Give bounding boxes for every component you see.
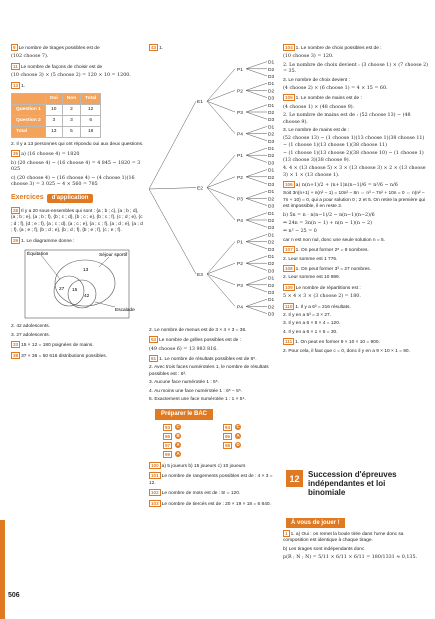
tree-leaf-d3: D3 [268,205,275,211]
left-column [11,44,144,362]
exercise-29: 29 1. Le diagramme donne : [13,237,75,244]
tree-branch [207,188,235,220]
venn-circle-sejour [55,260,115,306]
bac-answer: 99 A [165,451,180,457]
results-table [11,93,101,138]
exercise-106-body: Soit 3n(n+1) + n(n² − 1) = 10n² − 8n ⇔ n³ − 7n² + 10n = 0 ⇔ n(n² − 7n + 10) = 0, qui a pour solution 0 ; 2 et 5. On retire la première qui est impossible, il en reste 2. [283,191,426,210]
tree-leaf-d1: D1 [268,277,275,283]
tree-branch [246,91,267,98]
exercise-105: 105 1. Le nombre de mains est de : [285,95,362,102]
tree-node-p3: P3 [237,197,243,203]
tree-branch [246,148,267,155]
tree-node-p2: P2 [237,176,243,182]
table-row: Total 13 5 18 [12,127,101,138]
tree-node-p4: P4 [237,219,243,225]
tree-branch [207,274,235,306]
tree-node-p2: P2 [237,89,243,95]
tree-leaf-d1: D1 [268,147,275,153]
page-number: 506 [8,592,20,599]
tree-branch [149,189,196,274]
exercise-108-part-2: 2. Leur somme est 10 989. [283,275,341,281]
tree-leaf-d2: D2 [268,219,275,225]
tree-leaf-d2: D2 [268,284,275,290]
tree-branch [246,192,267,199]
leader-line [95,302,115,307]
tree-leaf-d2: D2 [268,176,275,182]
tree-leaf-d2: D2 [268,305,275,311]
tree-leaf-d3: D3 [268,291,275,297]
tree-leaf-d1: D1 [268,212,275,218]
tree-leaf-d2: D2 [268,154,275,160]
formula: (10 choose 3) × (5 choose 2) = 120 × 10 = 1200. [11,73,131,79]
formula: (10 choose 3) = 120. [283,54,334,60]
tree-leaf-d2: D2 [268,68,275,74]
tree-node-p1: P1 [237,68,243,74]
formula: b) (20 choose 4) − (16 choose 4) = 4 845 − 1820 = 3 025 [11,160,141,173]
tree-branch [149,188,196,189]
tree-branch [246,177,267,184]
tree-leaf-d3: D3 [268,161,275,167]
exercise-105-part-3: 3. Le nombre de mains est de : [283,128,350,134]
tree-branch [207,69,235,101]
exercise-61-part-5: 5. Exactement une face numérotée 1 : 1 × 5⁴. [149,397,246,403]
tree-branch [246,156,267,163]
tree-leaf-d1: D1 [268,125,275,131]
bac-answer: 94 C [225,424,240,430]
exercise-28: 28 Il y a 20 sous-ensembles qui sont : {a ; b ; c}, {a ; b ; d}, {a ; b ; e}, {a ; b ; f}, {b ; c ; d}, {b ; c ; e}, {b ; c ; f}, {c ; d ; e}, {c ; d ; f}, {d ; e ; f}, {a ; c ; d}, {a ; c ; e}, {a ; c ; f}, {a ; d ; e}, {a ; d ; f}, {a ; e ; f}, {b ; d ; e}, {b ; d ; f}, {b ; e ; f}, {c ; e ; f}. [11,207,143,234]
tree-leaf-d3: D3 [268,97,275,103]
formula: (49 choose 6) = 13 983 816. [149,346,218,352]
exercise-61-part-2: 2. Avec trois faces numérotées 1, le nombre de résultats possibles est : 6³. [149,365,269,377]
tree-node-p1: P1 [237,241,243,247]
table-row: Question 2 3 3 6 [12,116,101,127]
exercise-102: 102 Le nombre de mots est de : 5! = 120. [151,490,241,497]
venn-frame [25,250,129,318]
tree-node-e1: E1 [197,100,203,106]
tree-leaf-d3: D3 [268,118,275,124]
tree-branch [246,278,267,285]
table-row: Question 1 10 2 12 [12,105,101,116]
exercise-number: 9 [13,45,16,50]
tree-leaf-d3: D3 [268,183,275,189]
tree-leaf-d1: D1 [268,255,275,261]
exercise-13-part-2: 2. Il y a 13 personnes qui ont répondu oui aux deux questions. [11,142,144,148]
tree-branch [246,220,267,227]
tree-branch [207,274,235,285]
tree-branch [246,256,267,263]
venn-diagram [11,247,144,321]
right-column [283,44,428,357]
tree-node-p3: P3 [237,111,243,117]
venn-circle-escalade [68,280,96,308]
bac-answers [163,424,280,458]
exercise-61: 61 1. Le nombre de résultats possibles est de 6⁵. [151,356,257,363]
formula: (52 choose 13) − (1 choose 1)(13 choose 1)(38 choose 11) − (1 choose 1)(13 choose 1)(38 choose 11) [283,136,425,148]
exercise-43-part-2: 2. Le nombre de menus est de 3 × 4 × 3 = 36. [149,327,247,333]
formula: (4 choose 2) × (6 choose 1) = 4 × 15 = 60. [283,86,388,92]
exercise-110: 110 1. Il y a 6³ = 216 résultats. [285,303,351,310]
exercise-107: 107 1. On peut former 2⁸ = 8 nombres. [285,247,369,254]
venn-value: 27 [59,286,65,292]
tree-node-e2: E2 [197,187,203,193]
tree-leaf-d2: D2 [268,111,275,117]
exercise-61-part-4: 4. Au moins une face numérotée 1 : 6⁵ − 5⁵. [149,388,243,394]
tree-branch [246,127,267,134]
tree-branch [246,170,267,177]
formula: ⇔ n³ − 25 = 0 [283,229,317,235]
exercise-104: 104 1. Le nombre de choix possibles est de : [285,45,382,51]
exercise-9: 9 Le nombre de tirages possibles est de [13,45,100,51]
tree-leaf-d1: D1 [268,190,275,196]
exercise-105-part-2: 2. Le nombre de mains est de : (52 choose 13) − (48 choose 9). [283,113,411,125]
tree-leaf-d3: D3 [268,75,275,81]
exercise-109: 109 Le nombre de répartitions est : [285,284,361,291]
tree-node-e3: E3 [197,273,203,279]
exercise-13: 13 1. [13,82,26,89]
venn-label-escalade: Escalade [115,307,135,313]
exercise-107-part-2: 2. Leur somme est 1 776. [283,256,338,262]
tree-leaf-d2: D2 [268,241,275,247]
tree-branch [246,84,267,91]
exercise-110-part-3: 3. Il y en a 6 × 5 × 4 = 120. [283,321,341,327]
formula: (102 choose 7). [11,54,49,60]
tree-leaf-d1: D1 [268,298,275,304]
tree-branch [246,213,267,220]
middle-column [149,44,280,510]
formula: − (1 choose 1)(13 choose 2)(38 choose 10) − (1 choose 1)(13 choose 3)(38 choose 9). [283,151,424,163]
probability-tree [149,54,280,324]
tree-branch [207,242,235,274]
venn-label-sejour: Séjour sportif [99,252,128,258]
formula: c) (20 choose 4) − (16 choose 4) − (4 choose 1)(16 choose 3) = 3 025 − 4 × 560 = 785 [11,175,135,188]
tree-branch [246,242,267,249]
exercise-106: 106 a) n(n+1)/2 + (n+1)n(n−1)/6 = n³/6 − n/6 [285,181,398,188]
tree-leaf-d1: D1 [268,61,275,67]
tree-branch [246,300,267,307]
exercise-29-part-2: 2. 42 adolescents. [11,324,50,330]
tree-branch [246,69,267,76]
exercise-100: 100 a) 5 joueurs b) 15 joueurs c) 10 joueurs [151,462,246,469]
exercise-111: 111 1. On peut en former 9 × 10 × 10 = 900. [285,339,380,346]
tree-branch [246,264,267,271]
tree-node-p4: P4 [237,305,243,311]
tree-leaf-d2: D2 [268,133,275,139]
tree-branch [207,156,235,188]
tree-branch [207,102,235,113]
tree-branch [207,102,235,134]
tree-leaf-d3: D3 [268,313,275,319]
venn-value: 42 [84,293,90,299]
exercise-110-part-4: 4. Il y en a 6 × 1 × 5 = 30. [283,329,338,335]
tree-node-p1: P1 [237,154,243,160]
a-vous-de-jouer-badge: À vous de jouer ! [286,518,345,528]
exercise-35: 35 a) (16 choose 4) = 1820 [13,151,80,158]
tree-node-p4: P4 [237,133,243,139]
tree-branch [207,91,235,102]
side-tab-bar [0,520,5,619]
tree-branch [246,105,267,112]
exercise-1: 1 1. a) Oui : on remet la boule tirée dans l'urne donc sa composition est identique à chaque tirage. [283,531,404,544]
exercise-1-part-b: b) Les tirages sont indépendants donc [283,546,365,552]
tree-branch [246,112,267,119]
tree-leaf-d3: D3 [268,248,275,254]
tree-leaf-d2: D2 [268,197,275,203]
tree-branch [207,264,235,275]
venn-label-equitation: Équitation [27,251,49,257]
tree-node-p3: P3 [237,284,243,290]
tree-leaf-d3: D3 [268,226,275,232]
tree-branch [246,199,267,206]
formula: 5 × 4 × 3 × (3 choose 2) = 180. [283,294,361,300]
section-header [286,470,420,497]
exercise-104-part-3: 3. Le nombre de choix devient : [283,77,350,83]
exercise-110-part-2: 2. Il y en a 5³ = 3 × 27. [283,313,331,318]
tree-leaf-d2: D2 [268,262,275,268]
leader-line [41,255,60,279]
prepare-bac-badge: Préparer le BAC [155,409,213,419]
bac-answer: 98 D [225,442,240,448]
exercise-103: 103 Le nombre de tiercés est de : 20 × 19 × 18 = 6 840. [151,500,271,507]
tree-leaf-d1: D1 [268,233,275,239]
bac-answer: 97 A [165,442,180,448]
exercise-53: 53 Le nombre de grilles possibles est de : [151,337,241,344]
venn-value: 15 [72,287,78,293]
exercise-108: 108 1. On peut former 3³ = 27 nombres. [285,265,371,272]
section-number: 12 [286,470,303,487]
exercises-heading: Exercices d'application [11,194,144,202]
tree-leaf-d3: D3 [268,269,275,275]
tree-branch [149,102,196,190]
exercise-43: 43 1. [151,45,164,51]
section-title: Succession d'épreuves indépendantes et loi binomiale [308,470,397,497]
tree-branch [246,62,267,69]
exercise-33: 33 15 × 12 = 180 poignées de mains. [13,342,94,349]
formula: ⇔ 24n = 3n(n − 1) + n(n − 1)(n − 2) [283,220,372,226]
exercise-105-part-4: 4. 4 × (13 choose 5) × 3 × (13 choose 3) × 2 × (13 choose 3) × 1 × (13 choose 1). [283,166,426,178]
tree-leaf-d3: D3 [268,140,275,146]
bac-answer: 96 A [225,433,240,439]
section-12-content [283,530,428,564]
exercise-101: 101 Le nombre de rangements possibles est de : 4 × 3 = 12. [149,473,273,486]
tree-leaf-d2: D2 [268,89,275,95]
tree-leaf-d1: D1 [268,169,275,175]
tree-branch [207,177,235,188]
exercise-61-part-3: 3. Aucune face numérotée 1 : 5⁵. [149,380,219,386]
tree-branch [207,188,235,199]
venn-value: 13 [83,267,89,273]
bac-answer: 95 B [165,433,180,439]
formula: p(R ; N ; N) = 5/11 × 6/11 × 6/11 = 180/1331 ≈ 0,135. [283,555,418,561]
formula: b) 5n = n · n(n−1)/2 − n(n−1)(n−2)/6 [283,212,375,218]
tree-branch [246,307,267,314]
exercise-111-part-2: 2. Pour cela, il faut que c = 0, donc il y en a 9 × 10 × 1 = 90. [283,348,410,354]
tree-branch [246,235,267,242]
tree-node-p2: P2 [237,262,243,268]
exercise-38: 38 37 × 36 = 50 616 distributions possibles. [13,352,107,359]
formula: (4 choose 1) × (48 choose 9). [283,104,355,110]
tree-leaf-d1: D1 [268,104,275,110]
tree-leaf-d1: D1 [268,82,275,88]
tree-branch [246,134,267,141]
exercise-11: 11 Le nombre de façons de choisir est de [13,63,103,70]
exercise-104-part-2: 2. Le nombre de choix devient : (3 choose 1) × (7 choose 2) = 35. [283,62,429,75]
exercise-106-conclusion: car n est non nul, donc une seule solution n = 5. [283,237,386,243]
exercise-29-part-3: 3. 27 adolescents. [11,332,50,338]
bac-answer: 93 C [165,424,180,430]
table-header-row: Oui Non Total [12,94,101,105]
tree-branch [246,285,267,292]
